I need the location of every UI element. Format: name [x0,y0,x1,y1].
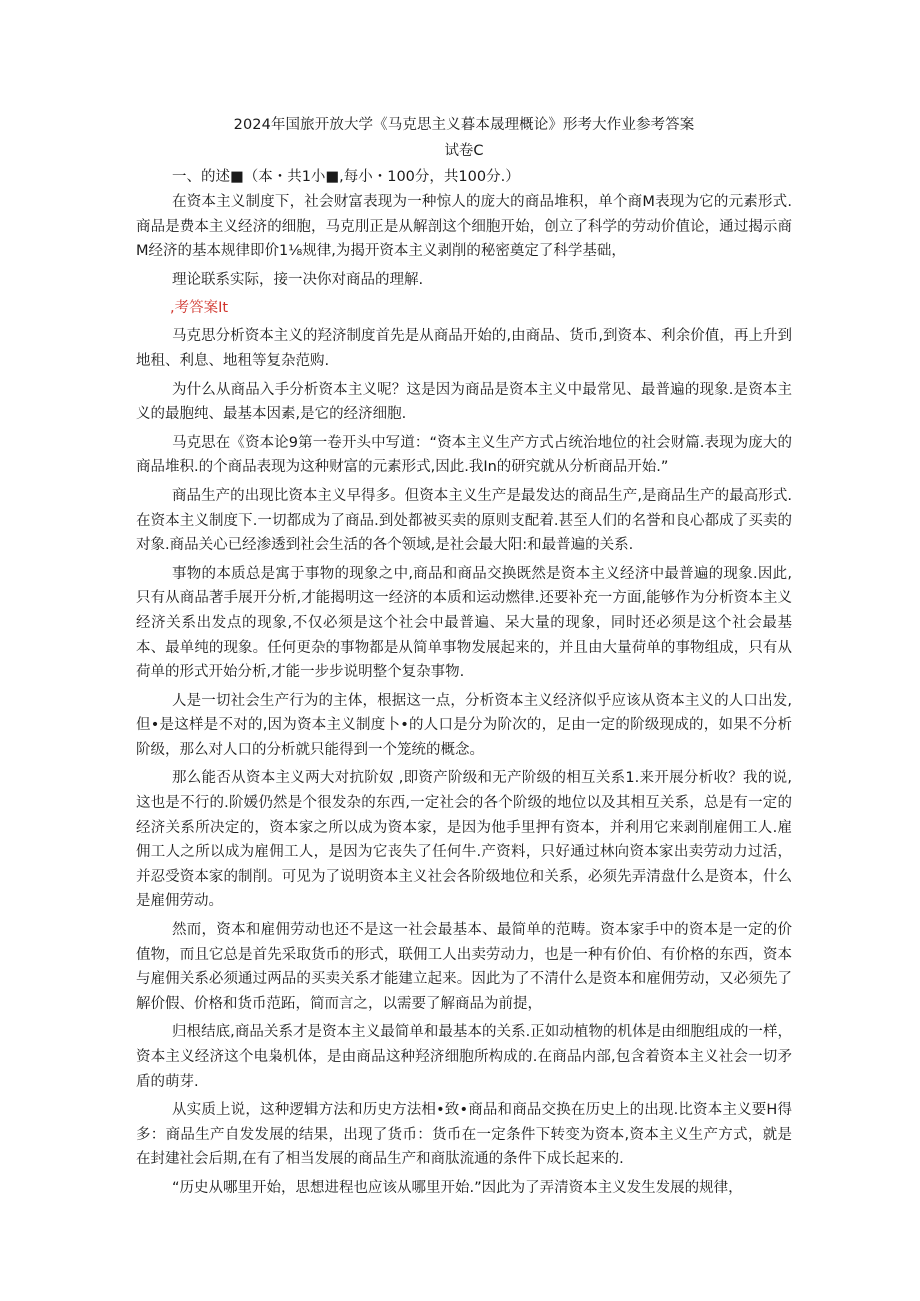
answer-paragraph: 为什么从商品入手分析资本主义呢？这是因为商品是资本主义中最常见、最普遍的现象.是资本主义的最胞纯、最基本因素,是它的经济细胞. [136,381,792,423]
question-paragraph: 理论联系实际，接一决你对商品的理解. [172,271,424,288]
question-paragraph: 在资本主义制度下，社会财富表现为一种惊人的庞大的商品堆积，单个商M表现为它的元素形式.商品是费本主义经济的细胞，马克刖正是从解剖这个细胞开始，创立了科学的劳动价值论，通过揭示商M经济的基本规律即价1⅛规律,为揭开资本主义剥削的秘密奠定了科学基础， [136,194,792,260]
document-title: 2024年国旅开放大学《马克思主义暮本晟理概论》形考大作业参考答案 [233,117,695,133]
answer-paragraph: 马克思在《资本论9第一卷开头中写道：“资本主义生产方式占统治地位的社会财篇.表现为庞大的商品堆积.的个商品表现为这种财富的元素形式,因此.我In的研究就从分析商品开始.” [136,434,792,476]
answer-paragraph: 那么能否从资本主义两大对抗阶奴 ,即资产阶级和无产阶级的相互关系1.来开展分析收？我的说,这也是不行的.阶媛仍然是个很发杂的东西,一定社会的各个阶级的地位以及其相互关系，总是有一定的经济关系所决定的，资本家之所以成为资本家，是因为他手里押有资本，并利用它来剥削雇佣工人.雇佣工人之所以成为雇佣工人，是因为它丧失了任何牛.产资料，只好通过林向资本家出卖劳动力过活，并忍受资本家的制削。可见为了说明资本主义社会各阶级地位和关系，必须先弄清盘什么是资本，什么是雇佣劳动。 [136,770,792,910]
answer-paragraph: 从实质上说，这种逻辑方法和历史方法相•致•商品和商品交换在历史上的出现.比资本主义要H得多：商品生产自发发展的结果，出现了货币：货币在一定条件下转变为资本,资本主义生产方式，就是在封建社会后期,在有了相当发展的商品生产和商肽流通的条件下成长起来的. [136,1102,792,1168]
answer-paragraph: 商品生产的出现比资本主义早得多。但资本主义生产是最发达的商品生产,是商品生产的最高形式.在资本主义制度下.一切都成为了商品.到处都被买卖的原则支配着.甚至人们的名誉和良心都成了买卖的对象.商品关心已经渗透到社会生活的各个领域,是社会最大阳:和最普遍的关系. [136,487,792,554]
answer-paragraph: 然而，资本和雇佣劳动也还不是这一社会最基本、最简单的范畴。资本家手中的资本是一定的价值物，而且它总是首先采取货币的形式，联佣工人出卖劳动力，也是一种有价伯、有价格的东西，资本与雇佣关系必须通过两品的买卖关系才能建立起来。因此为了不清什么是资本和雇佣劳动，又必须先了解价假、价格和货币范跖，简而言之，以需要了解商品为前提， [136,922,792,1012]
document-subtitle: 试卷C [444,143,484,159]
answer-paragraph: 人是一切社会生产行为的主体，根据这一点，分析资本主义经济似乎应该从资本主义的人口出发,但•是这样是不对的,因为资本主义制度卜•的人口是分为阶次的，足由一定的阶级现成的，如果不分析阶级，那么对人口的分析就只能得到一个笼统的概念。 [136,692,792,758]
answer-paragraph: 归根结底,商品关系才是资本主义最简单和最基本的关系.正如动植物的机体是由细胞组成的一样，资本主义经济这个电枭机体，是由商品这种羟济细胞所构成的.在商品内部,包含着资本主义社会一切矛盾的萌芽. [136,1024,792,1090]
answer-paragraph: 事物的本质总是寓于事物的现象之中,商品和商品交换既然是资本主义经济中最普遍的现象.因此,只有从商品著手展开分析,才能揭明这一经济的本质和运动燃律.还要补充一方面,能够作为分析资本主义经济关系出发点的现象,不仅必须是这个社会中最普遍、呆大量的现象，同时还必须是这个社会最基本、最单纯的现象。任何更杂的事物都是从简单事物发展起来的，并且由大量荷单的事物组成，只有从荷单的形式开始分析,才能一步步说明整个复杂事物. [136,565,792,681]
section-heading: 一、的述■（本・共1小■,每小・100分，共100分.） [172,169,520,185]
answer-paragraph: 马克思分析资本主义的羟济制度首先是从商品开始的,由商品、货币,到资本、利余价值，再上升到地租、利息、地租等复杂范购. [136,328,792,369]
answer-paragraph: “历史从哪里开始，思想进程也应该从哪里开始.”因此为了弄清资本主义发生发展的规律， [172,1179,743,1196]
answer-label: ,考答案It [170,300,229,317]
